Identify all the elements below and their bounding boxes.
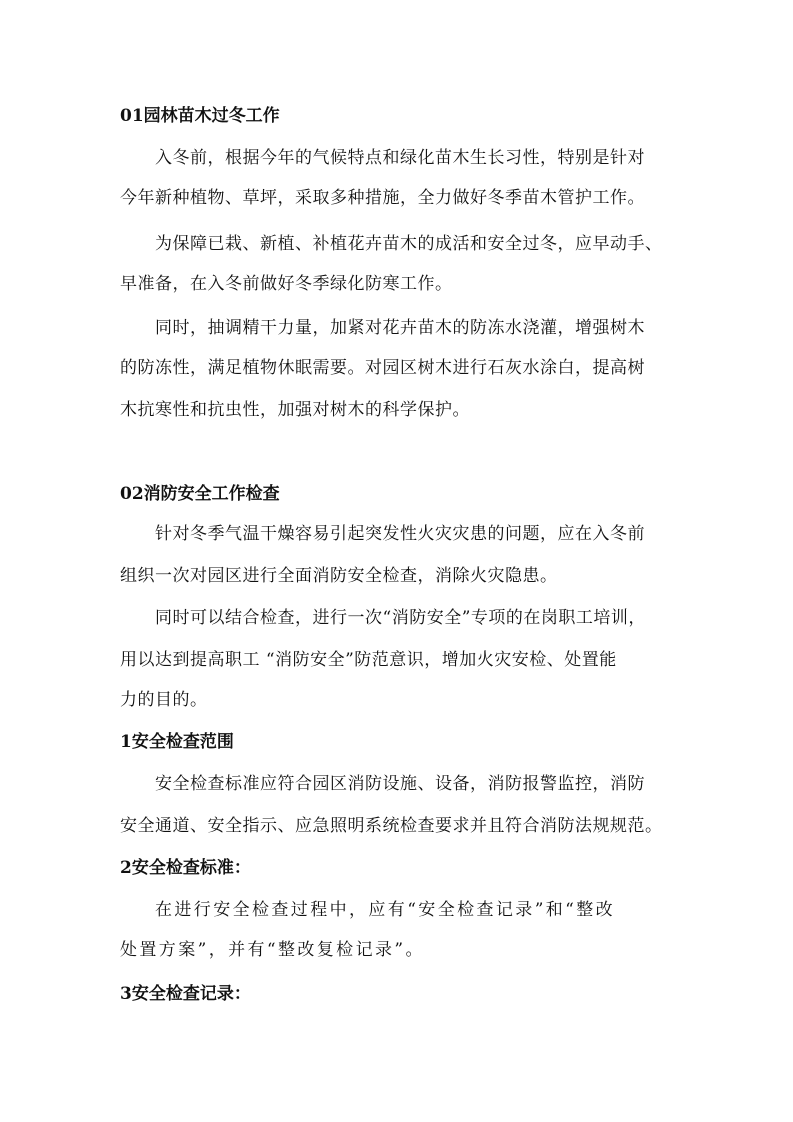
paragraph-line: 安全通道、安全指示、应急照明系统检查要求并且符合消防法规规范。: [120, 816, 663, 836]
paragraph-line: 组织一次对园区进行全面消防安全检查，消除火灾隐患。: [120, 566, 558, 586]
section-heading-garden-winter: 01园林苗木过冬工作: [120, 106, 280, 126]
section-heading-fire-safety: 02消防安全工作检查: [120, 484, 280, 504]
paragraph-line: 安全检查标准应符合园区消防设施、设备，消防报警监控，消防: [155, 774, 645, 794]
paragraph-line: 木抗寒性和抗虫性，加强对树木的科学保护。: [120, 400, 470, 420]
subsection-heading-standard: 2安全检查标准：: [120, 858, 251, 878]
paragraph-line: 用以达到提高职工 “消防安全”防范意识，增加火灾安检、处置能: [120, 650, 617, 670]
paragraph-line: 今年新种植物、草坪，采取多种措施，全力做好冬季苗木管护工作。: [120, 188, 645, 208]
subsection-heading-record: 3安全检查记录：: [120, 984, 251, 1004]
paragraph-line: 在进行安全检查过程中，应有“安全检查记录”和“整改: [155, 900, 616, 920]
paragraph-line: 处置方案”，并有“整改复检记录”。: [120, 940, 425, 960]
subsection-heading-scope: 1安全检查范围: [120, 732, 234, 752]
paragraph-line: 力的目的。: [120, 690, 208, 710]
paragraph-line: 针对冬季气温干燥容易引起突发性火灾灾患的问题，应在入冬前: [155, 524, 645, 544]
paragraph-line: 同时，抽调精干力量，加紧对花卉苗木的防冻水浇灌，增强树木: [155, 318, 645, 338]
paragraph-line: 的防冻性，满足植物休眠需要。对园区树木进行石灰水涂白，提高树: [120, 358, 645, 378]
paragraph-line: 为保障已栽、新植、补植花卉苗木的成活和安全过冬，应早动手、: [155, 234, 663, 254]
paragraph-line: 早准备，在入冬前做好冬季绿化防寒工作。: [120, 274, 453, 294]
paragraph-line: 同时可以结合检查，进行一次“消防安全”专项的在岗职工培训，: [155, 608, 646, 628]
paragraph-line: 入冬前，根据今年的气候特点和绿化苗木生长习性，特别是针对: [155, 148, 645, 168]
